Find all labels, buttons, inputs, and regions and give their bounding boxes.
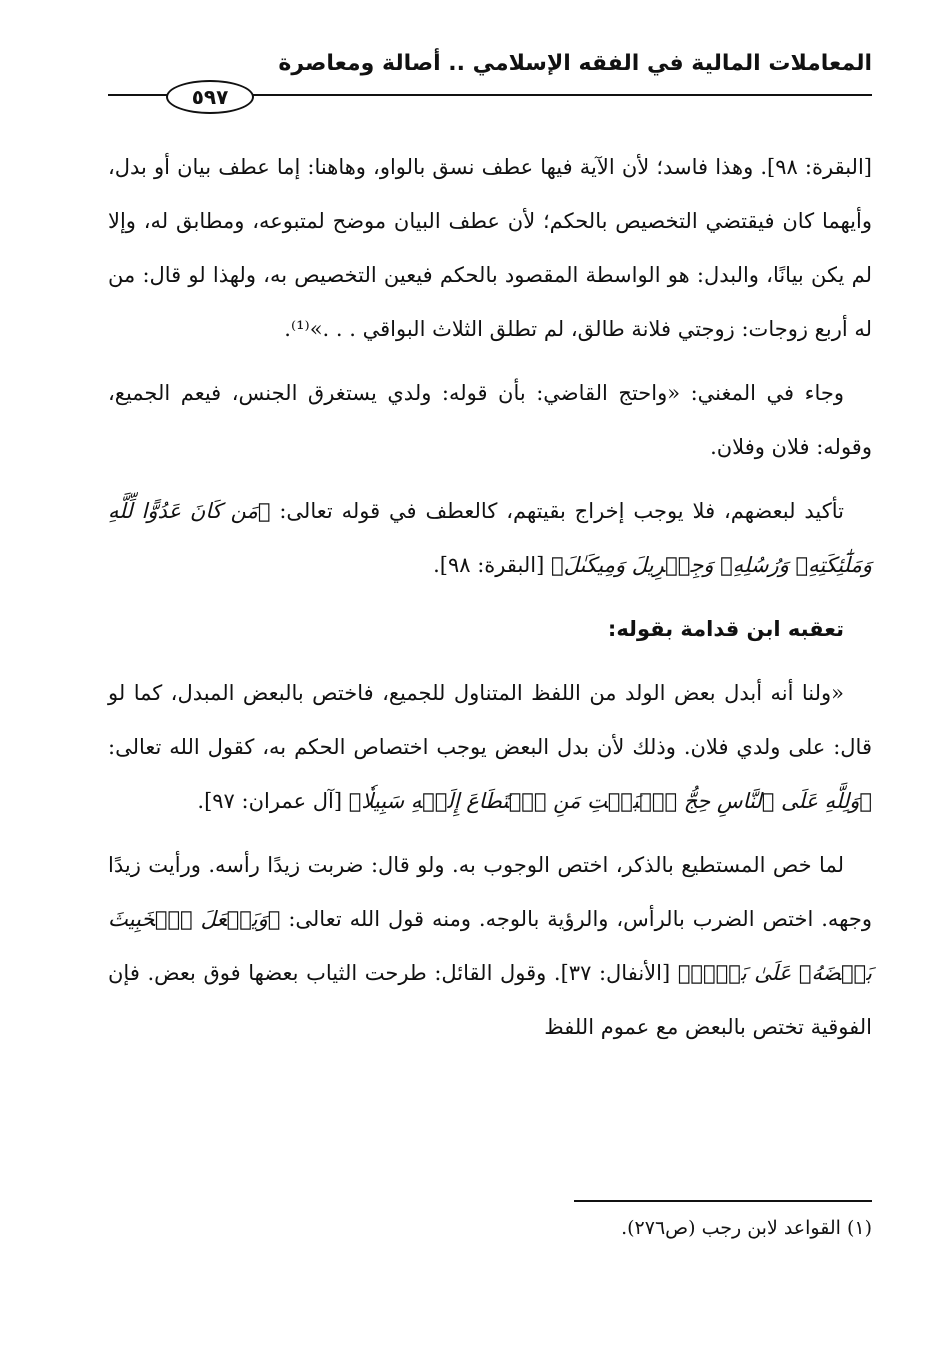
quran-verse-2: ﴿وَلِلَّهِ عَلَى ٱلنَّاسِ حِجُّ ٱلۡبَيۡتِ مَنِ ٱسۡتَطَاعَ إِلَيۡهِ سَبِيلٗا﴾ bbox=[348, 789, 872, 813]
paragraph-5-text: لما خص المستطيع بالذكر، اختص الوجوب به. ولو قال: ضربت زيدًا رأسه. ورأيت زيدًا وجهه. اختص الضرب بالرأس، والرؤية بالوجه. ومنه قول الله تعالى: bbox=[108, 853, 872, 931]
page-number: ٥٩٧ bbox=[166, 80, 254, 114]
paragraph-5-tail: وقول القائل: طرحت الثياب بعضها فوق بعض. فإن الفوقية تختص بالبعض مع عموم اللفظ bbox=[108, 961, 872, 1039]
verse-reference-3: [الأنفال: ٣٧]. bbox=[553, 961, 671, 985]
paragraph-2: وجاء في المغني: «واحتج القاضي: بأن قوله: ولدي يستغرق الجنس، فيعم الجميع، وقوله: فلان وفلان. bbox=[108, 381, 872, 459]
verse-reference-2: [آل عمران: ٩٧]. bbox=[197, 789, 343, 813]
section-heading: تعقبه ابن قدامة بقوله: bbox=[607, 617, 844, 641]
footnote: (١) القواعد لابن رجب (ص٢٧٦). bbox=[621, 1217, 872, 1239]
quran-verse-1: ﴿مَن كَانَ عَدُوًّا لِّلَّهِ وَمَلَٰٓئِكَتِهِۦ وَرُسُلِهِۦ وَجِبۡرِيلَ وَمِيكَىٰلَ﴾ bbox=[108, 499, 872, 577]
paragraph-5 bbox=[108, 838, 872, 1054]
body-text bbox=[108, 140, 872, 1064]
quran-verse-3: ﴿وَيَجۡعَلَ ٱلۡخَبِيثَ بَعۡضَهُۥ عَلَىٰ بَعۡضٖ﴾ bbox=[108, 907, 872, 985]
verse-reference-1: [البقرة: ٩٨]. bbox=[433, 553, 545, 577]
paragraph-3 bbox=[108, 484, 872, 592]
running-header-title: المعاملات المالية في الفقه الإسلامي .. أصالة ومعاصرة bbox=[278, 51, 872, 76]
paragraph-4-text: «ولنا أنه أبدل بعض الولد من اللفظ المتناول للجميع، فاختص بالبعض المبدل، كما لو قال: على ولدي فلان. وذلك لأن بدل البعض يوجب اختصاص الحكم به، كقول الله تعالى: bbox=[108, 681, 872, 759]
paragraph-3-text: تأكيد لبعضهم، فلا يوجب إخراج بقيتهم، كالعطف في قوله تعالى: bbox=[279, 499, 844, 523]
paragraph-1: [البقرة: ٩٨]. وهذا فاسد؛ لأن الآية فيها عطف نسق بالواو، وهاهنا: إما عطف بيان أو بدل، وأيهما كان فيقتضي التخصيص بالحكم؛ لأن عطف البيان موضح لمتبوعه، ومطابق له، وإلا لم يكن بيانًا، والبدل: هو الواسطة المقصود بالحكم فيعين التخصيص به، ولهذا لو قال: من له أربع زوجات: زوجتي فلانة طالق، لم تطلق الثلاث البواقي . . .»⁽¹⁾. bbox=[108, 155, 872, 341]
paragraph-4 bbox=[108, 666, 872, 828]
footnote-rule bbox=[574, 1200, 872, 1202]
